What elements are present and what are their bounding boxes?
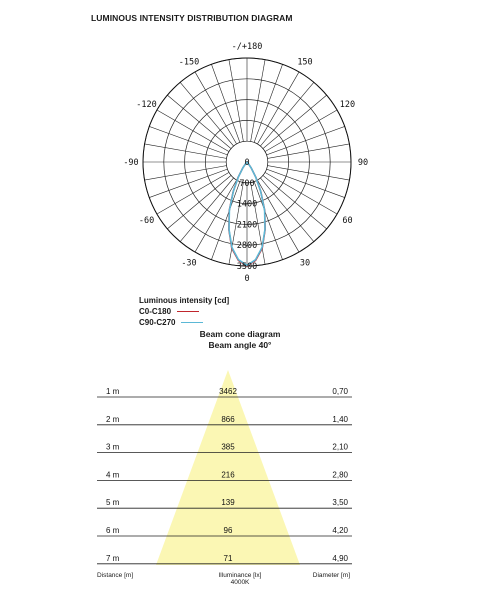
polar-angle-label: 30 [299,258,311,269]
polar-angle-label: 150 [297,57,313,68]
row-diameter: 2,10 [332,442,348,452]
polar-angle-label: -/+180 [231,42,263,52]
diameter-axis-label: Diameter [m] [312,572,350,579]
polar-angle-label: -120 [136,100,157,110]
polar-angle-label: 0 [244,274,250,284]
row-distance: 4 m [106,470,120,480]
beam-angle-label: Beam angle 40° [208,339,272,350]
distance-axis-label: Distance [m] [97,572,134,579]
polar-radial-tick-label: 2100 [236,220,258,231]
row-illuminance: 3462 [219,387,237,396]
polar-angle-label: 120 [339,100,356,110]
row-illuminance: 866 [221,414,235,424]
polar-radial-tick-label: 700 [239,178,255,189]
row-illuminance: 139 [221,498,235,508]
polar-angle-label: 90 [357,158,369,168]
polar-radial-tick-label: 1400 [236,199,258,210]
row-illuminance: 385 [221,442,235,452]
polar-radial-tick-label: 3500 [236,262,258,272]
row-distance: 2 m [106,414,120,424]
beam-cone-heading: Beam cone diagram [199,329,281,339]
row-distance: 3 m [106,442,120,452]
polar-radial-tick-label: 0 [244,158,250,168]
legend-title: Luminous intensity [cd] [139,296,230,305]
row-diameter: 3,50 [332,498,348,508]
row-distance: 7 m [106,553,120,563]
polar-radial-tick-label: 2800 [236,241,258,252]
row-illuminance: 216 [221,470,235,480]
row-illuminance: 71 [223,553,233,563]
row-distance: 1 m [106,387,120,396]
row-diameter: 4,20 [332,526,348,535]
illuminance-axis-label [190,572,290,586]
polar-angle-label: 60 [342,216,353,226]
illuminance-label: Illuminance [lx] [218,572,262,579]
legend-label-c0-c180: C0-C180 [139,307,172,316]
row-diameter: 1,40 [332,414,348,424]
polar-angle-label: -90 [123,158,139,168]
row-diameter: 0,70 [332,387,348,396]
row-diameter: 2,80 [332,470,348,480]
polar-angle-label: -60 [138,216,155,226]
cct-label: 4000K [230,579,250,586]
polar-angle-label: -150 [178,57,200,68]
row-distance: 6 m [106,526,120,535]
page-title: LUMINOUS INTENSITY DISTRIBUTION DIAGRAM [91,13,293,23]
row-diameter: 4,90 [332,553,348,563]
row-distance: 5 m [106,498,120,508]
legend-label-c90-c270: C90-C270 [139,318,176,327]
polar-angle-label: -30 [181,258,197,269]
row-illuminance: 96 [223,526,233,535]
